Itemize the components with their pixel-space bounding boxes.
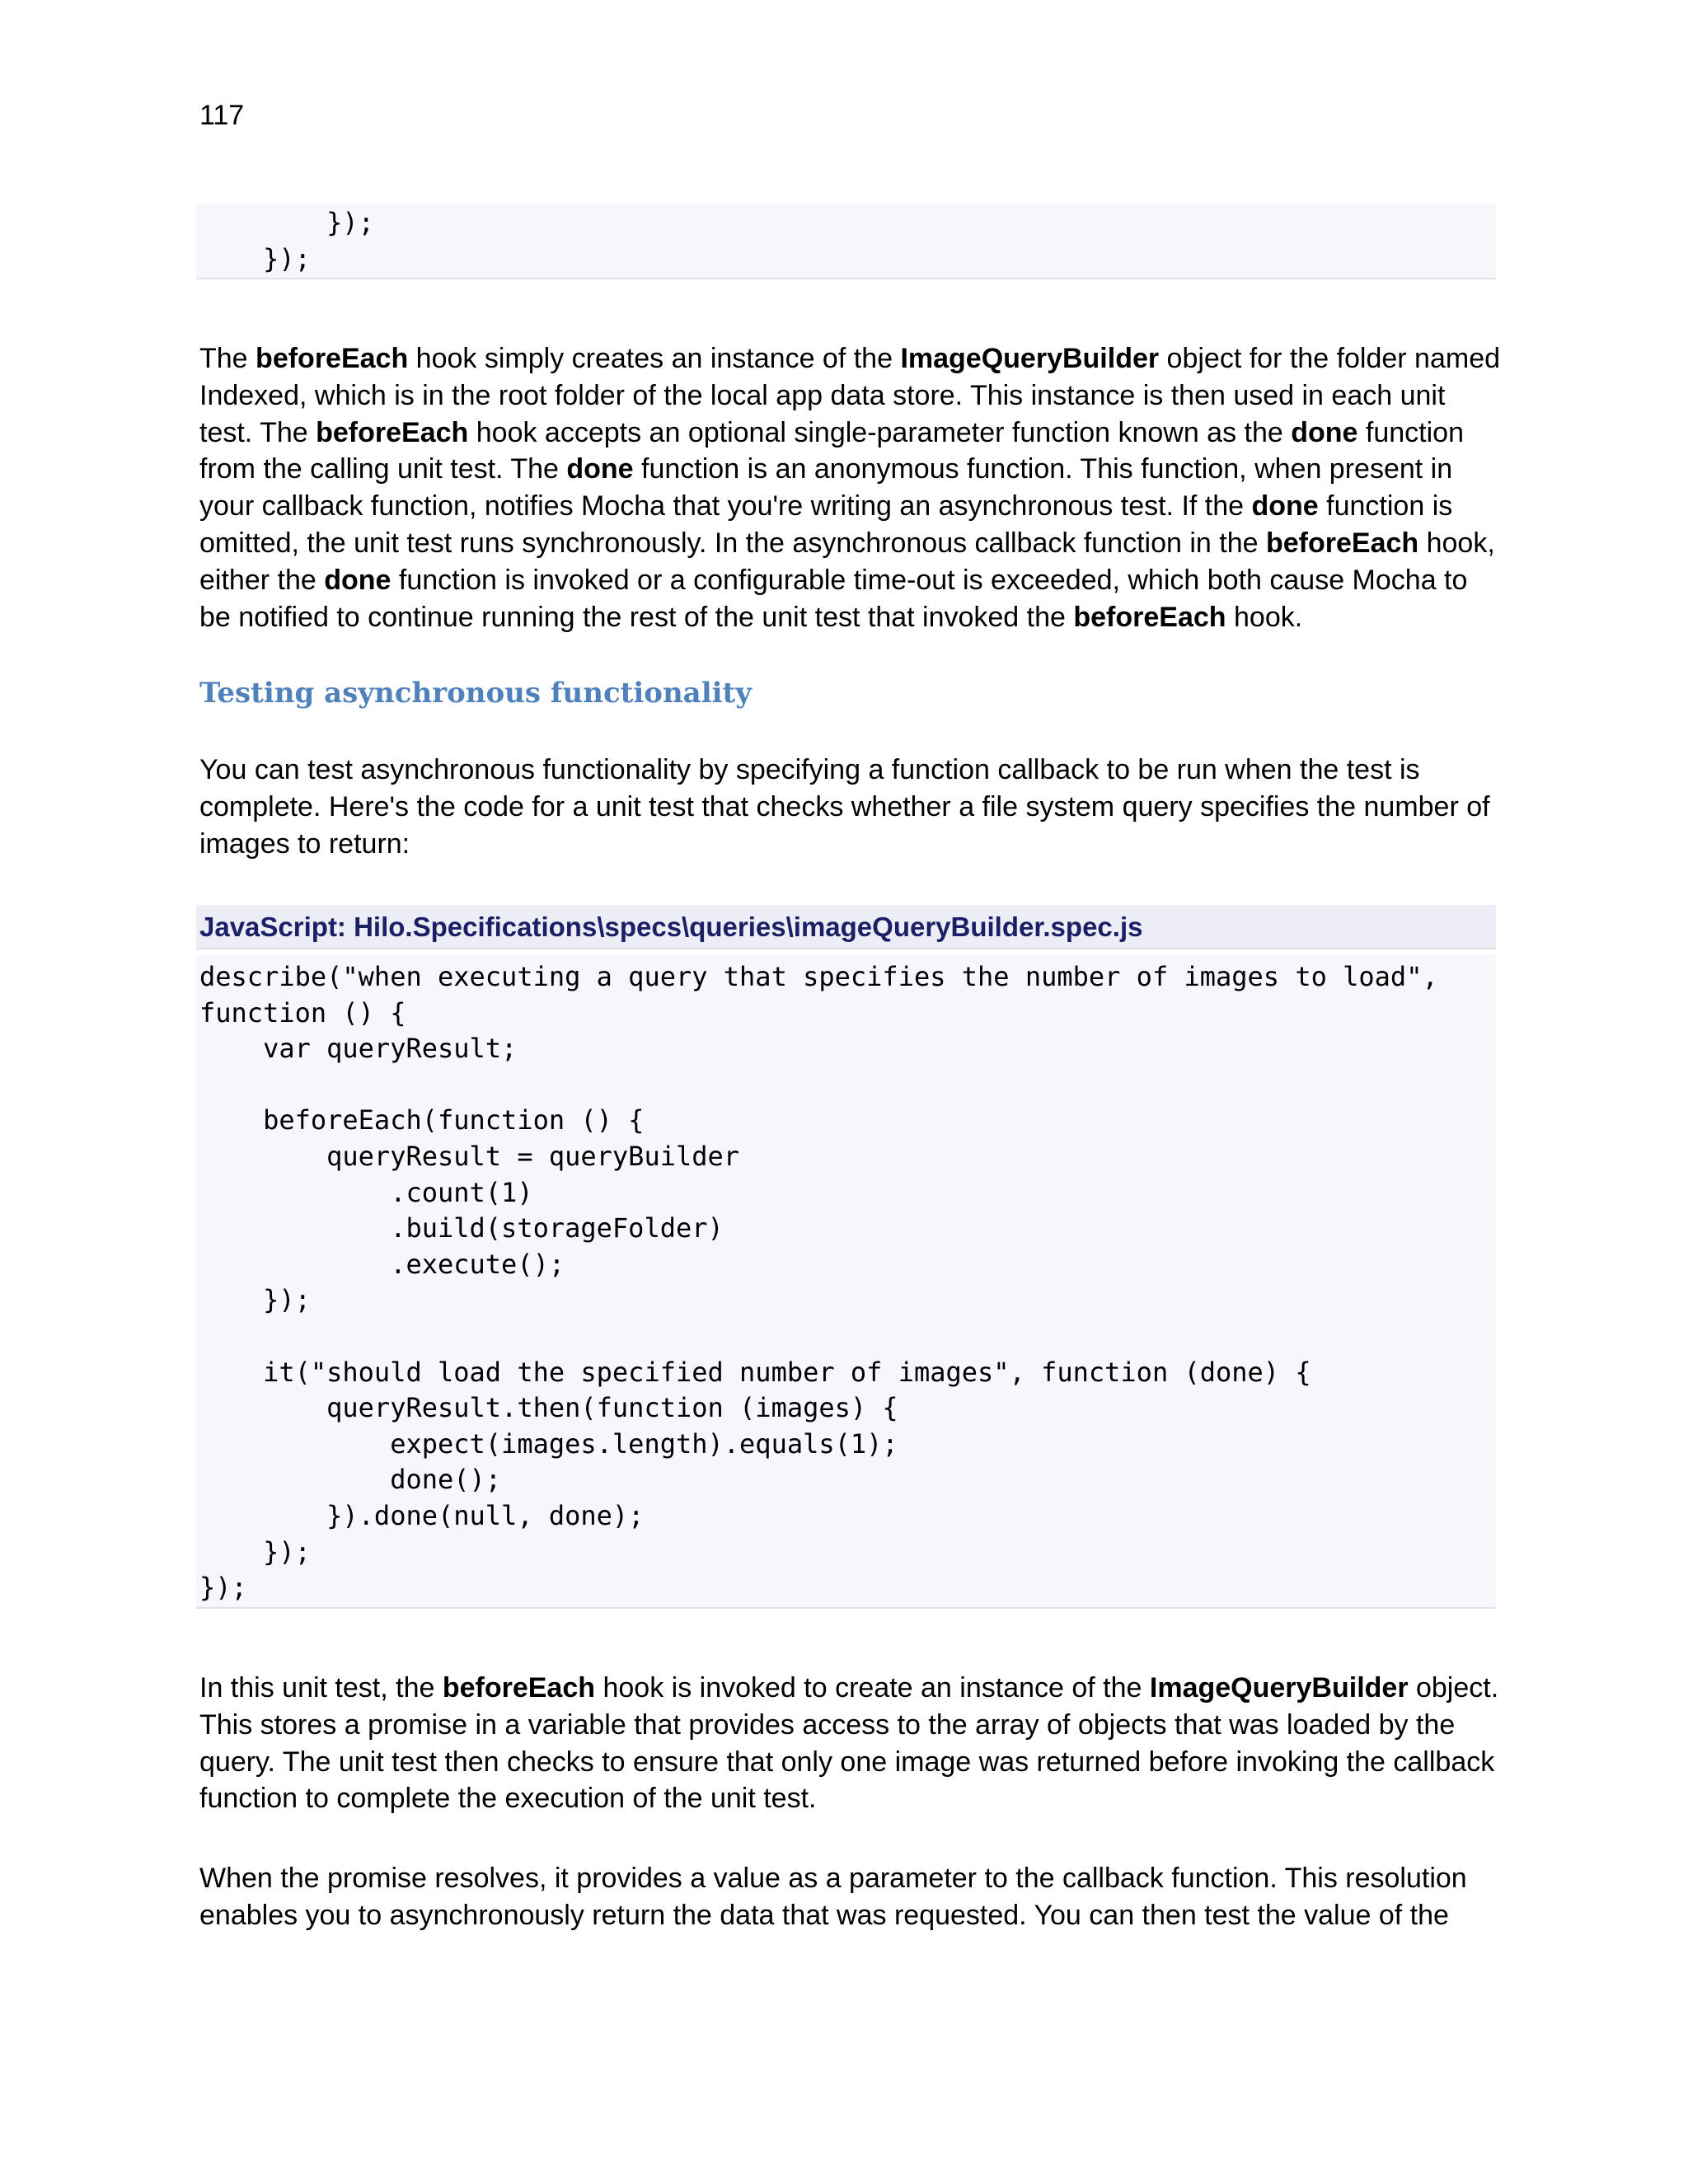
paragraph-beforeeach-hook [199,340,1502,635]
text-run: hook is invoked to create an instance of the [595,1672,1150,1704]
text-run: function is omitted, the unit test runs synchronously. In the asynchronous callback function in the [199,490,1453,559]
text-run: object. This stores a promise in a variable that provides access to the array of objects that was loaded by the query. The unit test then checks to ensure that only one image was returned before invoking the callback function to complete the execution of the unit test. [199,1672,1499,1815]
text-run: In this unit test, the [199,1672,443,1704]
text-run: The [199,343,256,374]
bold-term: done [1291,416,1358,448]
paragraph-promise-resolution: When the promise resolves, it provides a value as a parameter to the callback function. This resolution enables you to asynchronously return the data that was requested. You can then test the value of the [199,1863,1467,1931]
bold-term: beforeEach [316,416,469,448]
page-number: 117 [199,100,245,131]
code-caption: JavaScript: Hilo.Specifications\specs\queries\imageQueryBuilder.spec.js [196,905,1496,949]
bold-term: ImageQueryBuilder [1149,1672,1409,1704]
bold-term: beforeEach [1265,527,1419,559]
paragraph-unit-test-explanation [199,1670,1502,1817]
bold-term: done [1251,490,1319,523]
text-run: hook. [1226,601,1303,633]
bold-term: beforeEach [256,343,409,374]
text-run: function is invoked or a configurable time-out is exceeded, which both cause Mocha to be notified to continue running the rest of the unit test that invoked the [199,564,1468,633]
text-run: function from the calling unit test. The [199,416,1464,485]
text-run: hook, either the [199,527,1495,596]
bold-term: beforeEach [442,1672,596,1704]
paragraph-async-intro: You can test asynchronous functionality by specifying a function callback to be run when the test is complete. Here's the code for a unit test that checks whether a file system query specifies the number of images to return: [199,754,1490,860]
text-run: hook accepts an optional single-parameter function known as the [468,416,1292,448]
text-run: function is an anonymous function. This function, when present in your callback function, notifies Mocha that you're writing an asynchronous test. If the [199,453,1453,523]
bold-term: beforeEach [1073,601,1226,633]
code-block-continuation: }); }); [196,204,1496,279]
bold-term: done [324,564,392,596]
text-run: object for the folder named Indexed, which is in the root folder of the local app data store. This instance is then used in each unit test. The [199,343,1501,448]
bold-term: ImageQueryBuilder [900,343,1160,374]
text-run: hook simply creates an instance of the [408,343,901,374]
code-block-unit-test: describe("when executing a query that specifies the number of images to load", function () { var queryResult; beforeEach(function () { queryResult = queryBuilder .count(1) .build(storageFolder) .execute(); }); it("should load the specified number of images", function (done) { queryResult.then(function (images) { expect(images.length).equals(1); done(); }).done(null, done); }); }); [196,954,1496,1609]
bold-term: done [566,453,634,485]
section-heading: Testing asynchronous functionality [199,677,752,710]
